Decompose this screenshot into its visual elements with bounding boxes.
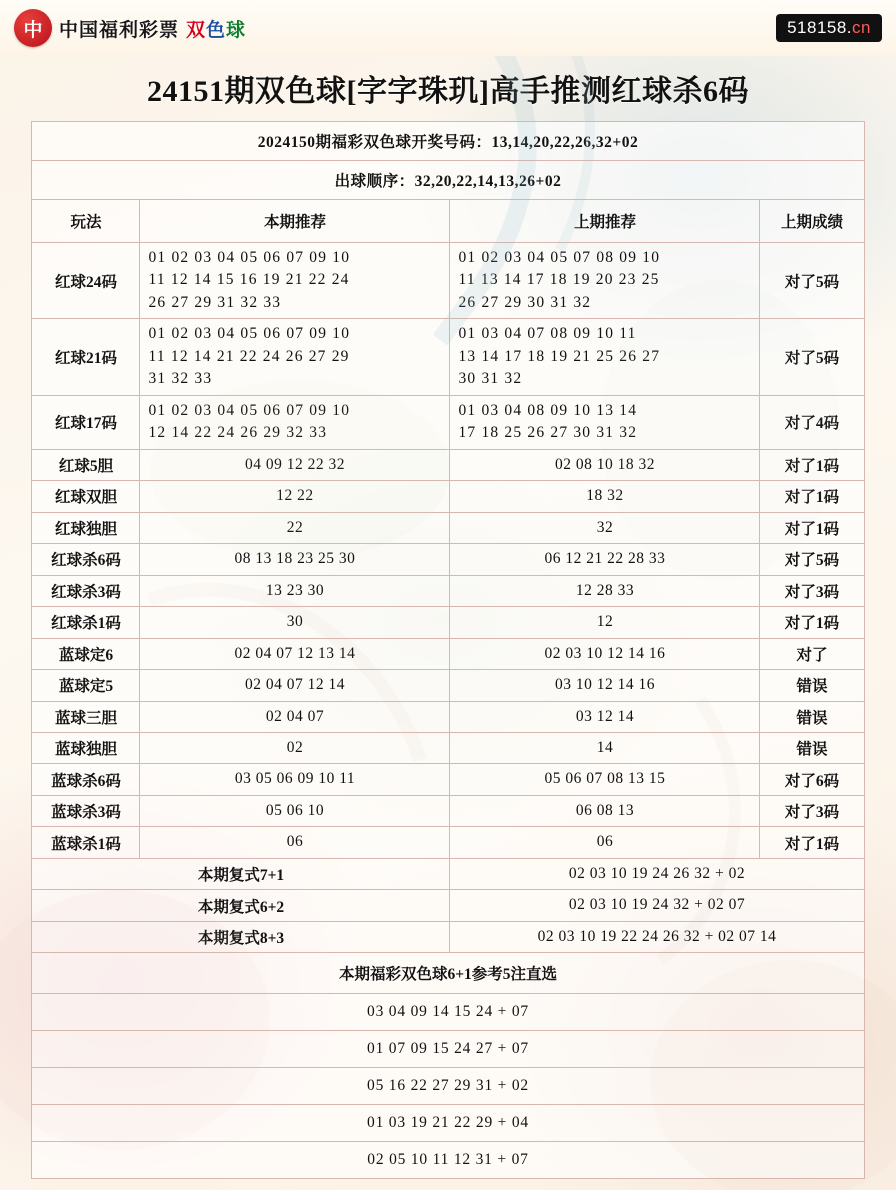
- row-previous-numbers: 06 12 21 22 28 33: [450, 544, 760, 575]
- row-result: 对了5码: [760, 544, 864, 575]
- row-method-label: 蓝球杀1码: [32, 827, 140, 858]
- pick-numbers: 01 07 09 15 24 27 + 07: [32, 1031, 864, 1068]
- pick-numbers: 03 04 09 14 15 24 + 07: [32, 994, 864, 1031]
- row-current-numbers: 01 02 03 04 05 06 07 09 10 11 12 14 21 22 24 26 27 29 31 32 33: [140, 319, 450, 395]
- row-result: 对了3码: [760, 575, 864, 606]
- brand-char-se: 色: [206, 19, 227, 41]
- row-method-label: 红球杀3码: [32, 575, 140, 606]
- row-previous-numbers: 01 03 04 07 08 09 10 11 13 14 17 18 19 21 25 26 27 30 31 32: [450, 319, 760, 395]
- table-row: [32, 764, 864, 795]
- row-previous-numbers: 06: [450, 827, 760, 858]
- compound-value: 02 03 10 19 24 32 + 02 07: [450, 890, 864, 921]
- picks-title: 本期福彩双色球6+1参考5注直选: [32, 953, 864, 994]
- brand-logo[interactable]: [14, 9, 246, 47]
- table-row: [32, 544, 864, 575]
- row-method-label: 蓝球定5: [32, 670, 140, 701]
- row-previous-numbers: 06 08 13: [450, 795, 760, 826]
- header-method: 玩法: [32, 200, 140, 243]
- row-result: 对了1码: [760, 449, 864, 480]
- row-method-label: 红球24码: [32, 243, 140, 319]
- table-row: [32, 481, 864, 512]
- row-current-numbers: 02 04 07: [140, 701, 450, 732]
- header-current: 本期推荐: [140, 200, 450, 243]
- table-header-row: [32, 200, 864, 243]
- table-row: [32, 607, 864, 638]
- row-previous-numbers: 02 03 10 12 14 16: [450, 638, 760, 669]
- site-header: [0, 0, 896, 56]
- pick-row: [32, 1142, 864, 1179]
- site-domain: cn: [852, 18, 871, 37]
- row-previous-numbers: 03 12 14: [450, 701, 760, 732]
- compound-row: [32, 921, 864, 952]
- row-current-numbers: 01 02 03 04 05 06 07 09 10 12 14 22 24 26 29 32 33: [140, 395, 450, 449]
- table-row: [32, 449, 864, 480]
- table-row: [32, 638, 864, 669]
- brand-name: 中国福利彩票: [59, 19, 180, 41]
- site-name: 518158.: [787, 18, 853, 37]
- compound-label: 本期复式6+2: [32, 890, 450, 921]
- row-method-label: 蓝球独胆: [32, 732, 140, 763]
- draw-order-row: [32, 161, 864, 200]
- picks-title-row: [32, 953, 864, 994]
- row-method-label: 蓝球杀6码: [32, 764, 140, 795]
- compound-value: 02 03 10 19 22 24 26 32 + 02 07 14: [450, 921, 864, 952]
- pick-row: [32, 1031, 864, 1068]
- pick-numbers: 01 03 19 21 22 29 + 04: [32, 1105, 864, 1142]
- table-row: [32, 795, 864, 826]
- pick-row: [32, 1068, 864, 1105]
- row-method-label: 红球双胆: [32, 481, 140, 512]
- row-current-numbers: 06: [140, 827, 450, 858]
- row-result: 对了3码: [760, 795, 864, 826]
- row-previous-numbers: 12: [450, 607, 760, 638]
- row-method-label: 蓝球杀3码: [32, 795, 140, 826]
- row-result: 对了5码: [760, 243, 864, 319]
- pick-row: [32, 994, 864, 1031]
- compound-label: 本期复式8+3: [32, 921, 450, 952]
- row-result: 错误: [760, 701, 864, 732]
- row-method-label: 红球独胆: [32, 512, 140, 543]
- compound-value: 02 03 10 19 24 26 32 + 02: [450, 858, 864, 889]
- row-current-numbers: 13 23 30: [140, 575, 450, 606]
- row-current-numbers: 12 22: [140, 481, 450, 512]
- row-current-numbers: 02: [140, 732, 450, 763]
- row-previous-numbers: 03 10 12 14 16: [450, 670, 760, 701]
- row-result: 错误: [760, 670, 864, 701]
- compound-label: 本期复式7+1: [32, 858, 450, 889]
- row-current-numbers: 05 06 10: [140, 795, 450, 826]
- table-row: [32, 701, 864, 732]
- row-previous-numbers: 32: [450, 512, 760, 543]
- pick-row: [32, 1105, 864, 1142]
- pick-numbers: 02 05 10 11 12 31 + 07: [32, 1142, 864, 1179]
- row-method-label: 红球5胆: [32, 449, 140, 480]
- row-current-numbers: 03 05 06 09 10 11: [140, 764, 450, 795]
- table-row: [32, 512, 864, 543]
- row-result: 对了6码: [760, 764, 864, 795]
- row-previous-numbers: 18 32: [450, 481, 760, 512]
- row-result: 错误: [760, 732, 864, 763]
- table-row: [32, 575, 864, 606]
- row-current-numbers: 22: [140, 512, 450, 543]
- row-result: 对了: [760, 638, 864, 669]
- row-current-numbers: 30: [140, 607, 450, 638]
- table-row: [32, 395, 864, 449]
- pick-numbers: 05 16 22 27 29 31 + 02: [32, 1068, 864, 1105]
- table-row: [32, 827, 864, 858]
- row-method-label: 红球17码: [32, 395, 140, 449]
- row-result: 对了1码: [760, 481, 864, 512]
- brand-char-shuang: 双: [186, 19, 207, 41]
- row-current-numbers: 02 04 07 12 14: [140, 670, 450, 701]
- row-previous-numbers: 14: [450, 732, 760, 763]
- brand-char-qiu: 球: [226, 19, 247, 41]
- welfare-lottery-icon: [14, 9, 52, 47]
- row-method-label: 蓝球三胆: [32, 701, 140, 732]
- row-current-numbers: 04 09 12 22 32: [140, 449, 450, 480]
- row-current-numbers: 01 02 03 04 05 06 07 09 10 11 12 14 15 16 19 21 22 24 26 27 29 31 32 33: [140, 243, 450, 319]
- compound-row: [32, 858, 864, 889]
- compound-row: [32, 890, 864, 921]
- row-previous-numbers: 01 03 04 08 09 10 13 14 17 18 25 26 27 30 31 32: [450, 395, 760, 449]
- site-url-badge[interactable]: [776, 14, 882, 42]
- row-result: 对了1码: [760, 607, 864, 638]
- draw-order-text: 出球顺序：32,20,22,14,13,26+02: [32, 161, 864, 200]
- row-method-label: 红球杀6码: [32, 544, 140, 575]
- row-current-numbers: 08 13 18 23 25 30: [140, 544, 450, 575]
- table-row: [32, 732, 864, 763]
- row-method-label: 蓝球定6: [32, 638, 140, 669]
- row-previous-numbers: 01 02 03 04 05 07 08 09 10 11 13 14 17 18 19 20 23 25 26 27 29 30 31 32: [450, 243, 760, 319]
- row-result: 对了5码: [760, 319, 864, 395]
- row-result: 对了1码: [760, 827, 864, 858]
- row-result: 对了4码: [760, 395, 864, 449]
- table-row: [32, 319, 864, 395]
- row-current-numbers: 02 04 07 12 13 14: [140, 638, 450, 669]
- header-result: 上期成绩: [760, 200, 864, 243]
- row-result: 对了1码: [760, 512, 864, 543]
- brand-product: [186, 15, 246, 42]
- header-previous: 上期推荐: [450, 200, 760, 243]
- row-previous-numbers: 02 08 10 18 32: [450, 449, 760, 480]
- draw-number-text: 2024150期福彩双色球开奖号码：13,14,20,22,26,32+02: [32, 122, 864, 161]
- forecast-table: [31, 121, 864, 1179]
- draw-number-row: [32, 122, 864, 161]
- row-previous-numbers: 05 06 07 08 13 15: [450, 764, 760, 795]
- page-title: 24151期双色球[字字珠玑]高手推测红球杀6码: [147, 75, 749, 108]
- logo-glyph: 中: [23, 19, 43, 41]
- table-row: [32, 670, 864, 701]
- row-method-label: 红球21码: [32, 319, 140, 395]
- table-row: [32, 243, 864, 319]
- row-previous-numbers: 12 28 33: [450, 575, 760, 606]
- row-method-label: 红球杀1码: [32, 607, 140, 638]
